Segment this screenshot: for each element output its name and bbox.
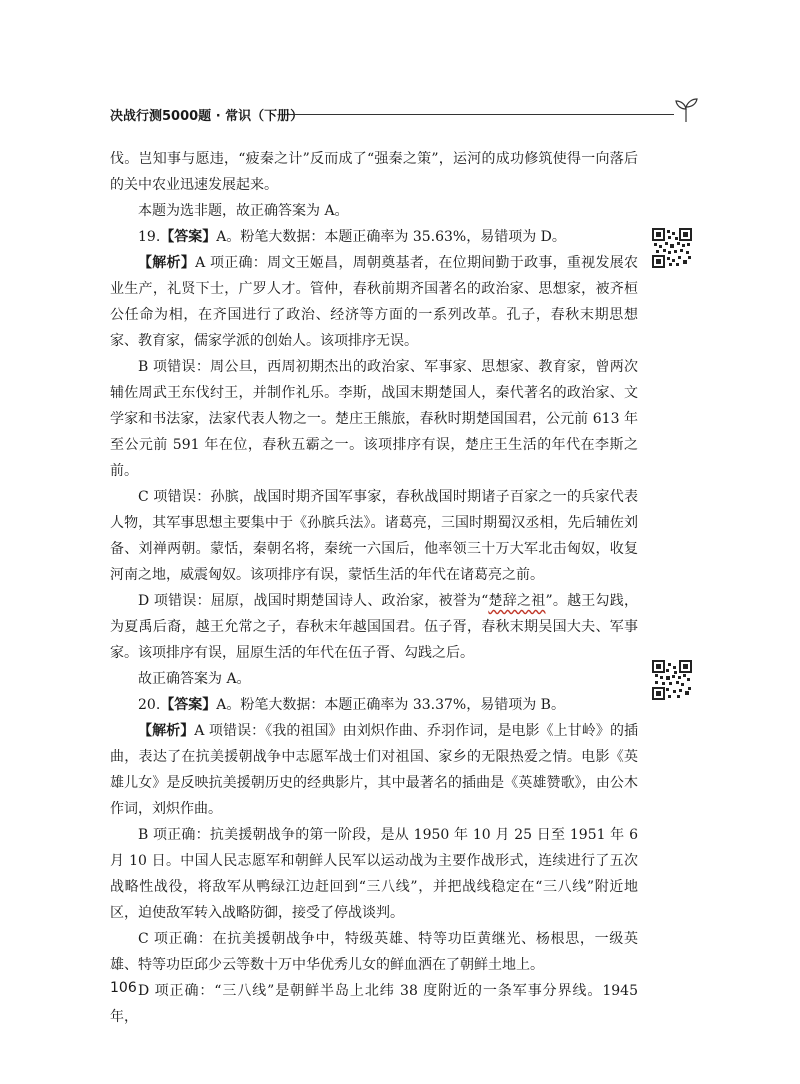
page-number: 106: [110, 980, 137, 996]
question-number: 20.: [138, 697, 161, 713]
page-body: [110, 146, 638, 1030]
emphasized-term: 楚辞之祖: [488, 593, 546, 609]
analysis-19-d: D 项错误：屈原，战国时期楚国诗人、政治家，被誉为“楚辞之祖”。越王勾践，为夏禹后裔，越王允常之子，春秋末年越国国君。伍子胥，春秋末期吴国大夫、军事家。该项排序有误，屈原生活的年代在伍子胥、勾践之后。: [110, 593, 638, 661]
paragraph: B 项错误：周公旦，西周初期杰出的政治家、军事家、思想家、教育家，曾两次辅佐周武王东伐纣王，并制作礼乐。李斯，战国末期楚国人，秦代著名的政治家、文学家和书法家，法家代表人物之一。楚庄王熊旅，春秋时期楚国国君，公元前 613 年至公元前 591 年在位，春秋五霸之一。该项排序有误，楚庄王生活的年代在李斯之前。: [110, 359, 638, 479]
paragraph: C 项正确：在抗美援朝战争中，特级英雄、特等功臣黄继光、杨根思，一级英雄、特等功臣邱少云等数十万中华优秀儿女的鲜血洒在了朝鲜土地上。: [110, 931, 638, 973]
sprout-icon: [672, 97, 700, 123]
header-rule: [288, 114, 674, 115]
paragraph: 故正确答案为 A。: [138, 671, 251, 687]
qr-code-icon[interactable]: [652, 660, 692, 700]
analysis-label: 解析: [152, 255, 181, 271]
answer-text: A。粉笔大数据：本题正确率为 33.37%，易错项为 B。: [216, 697, 565, 713]
analysis-label: 解析: [152, 723, 181, 739]
paragraph: C 项错误：孙膑，战国时期齐国军事家，春秋战国时期诸子百家之一的兵家代表人物，其军事思想主要集中于《孙膑兵法》。诸葛亮，三国时期蜀汉丞相，先后辅佐刘备、刘禅两朝。蒙恬，秦朝名将，秦统一六国后，他率领三十万大军北击匈奴，收复河南之地，威震匈奴。该项排序有误，蒙恬生活的年代在诸葛亮之前。: [110, 489, 638, 583]
question-number: 19.: [138, 229, 161, 245]
answer-text: A。粉笔大数据：本题正确率为 35.63%，易错项为 D。: [216, 229, 566, 245]
running-header: [110, 103, 700, 129]
answer-line-19: 19.【答案】A。粉笔大数据：本题正确率为 35.63%，易错项为 D。: [138, 229, 566, 245]
paragraph: B 项正确：抗美援朝战争的第一阶段，是从 1950 年 10 月 25 日至 1951 年 6 月 10 日。中国人民志愿军和朝鲜人民军以运动战为主要作战形式，连续进行了五次战略性战役，将敌军从鸭绿江边赶回到“三八线”，并把战线稳定在“三八线”附近地区，迫使敌军转入战略防御，接受了停战谈判。: [110, 827, 638, 921]
answer-label: 答案: [174, 229, 203, 245]
book-title: 决战行测5000题 · 常识（下册）: [110, 109, 304, 124]
paragraph: 伐。岂知事与愿违，“疲秦之计”反而成了“强秦之策”，运河的成功修筑使得一向落后的关中农业迅速发展起来。: [110, 151, 638, 193]
qr-code-icon[interactable]: [652, 228, 692, 268]
paragraph: 本题为选非题，故正确答案为 A。: [138, 203, 349, 219]
answer-label: 答案: [174, 697, 203, 713]
answer-line-20: 20.【答案】A。粉笔大数据：本题正确率为 33.37%，易错项为 B。: [138, 697, 565, 713]
paragraph: D 项正确：“三八线”是朝鲜半岛上北纬 38 度附近的一条军事分界线。1945 年，: [110, 983, 638, 1025]
analysis-19-a: 【解析】A 项正确：周文王姬昌，周朝奠基者，在位期间勤于政事，重视发展农业生产，礼贤下士，广罗人才。管仲，春秋前期齐国著名的政治家、思想家，被齐桓公任命为相，在齐国进行了政治、经济等方面的一系列改革。孔子，春秋末期思想家、教育家，儒家学派的创始人。该项排序无误。: [110, 255, 639, 349]
analysis-20-a: 【解析】A 项错误：《我的祖国》由刘炽作曲、乔羽作词，是电影《上甘岭》的插曲，表达了在抗美援朝战争中志愿军战士们对祖国、家乡的无限热爱之情。电影《英雄儿女》是反映抗美援朝历史的经典影片，其中最著名的插曲是《英雄赞歌》，由公木作词，刘炽作曲。: [110, 723, 639, 817]
